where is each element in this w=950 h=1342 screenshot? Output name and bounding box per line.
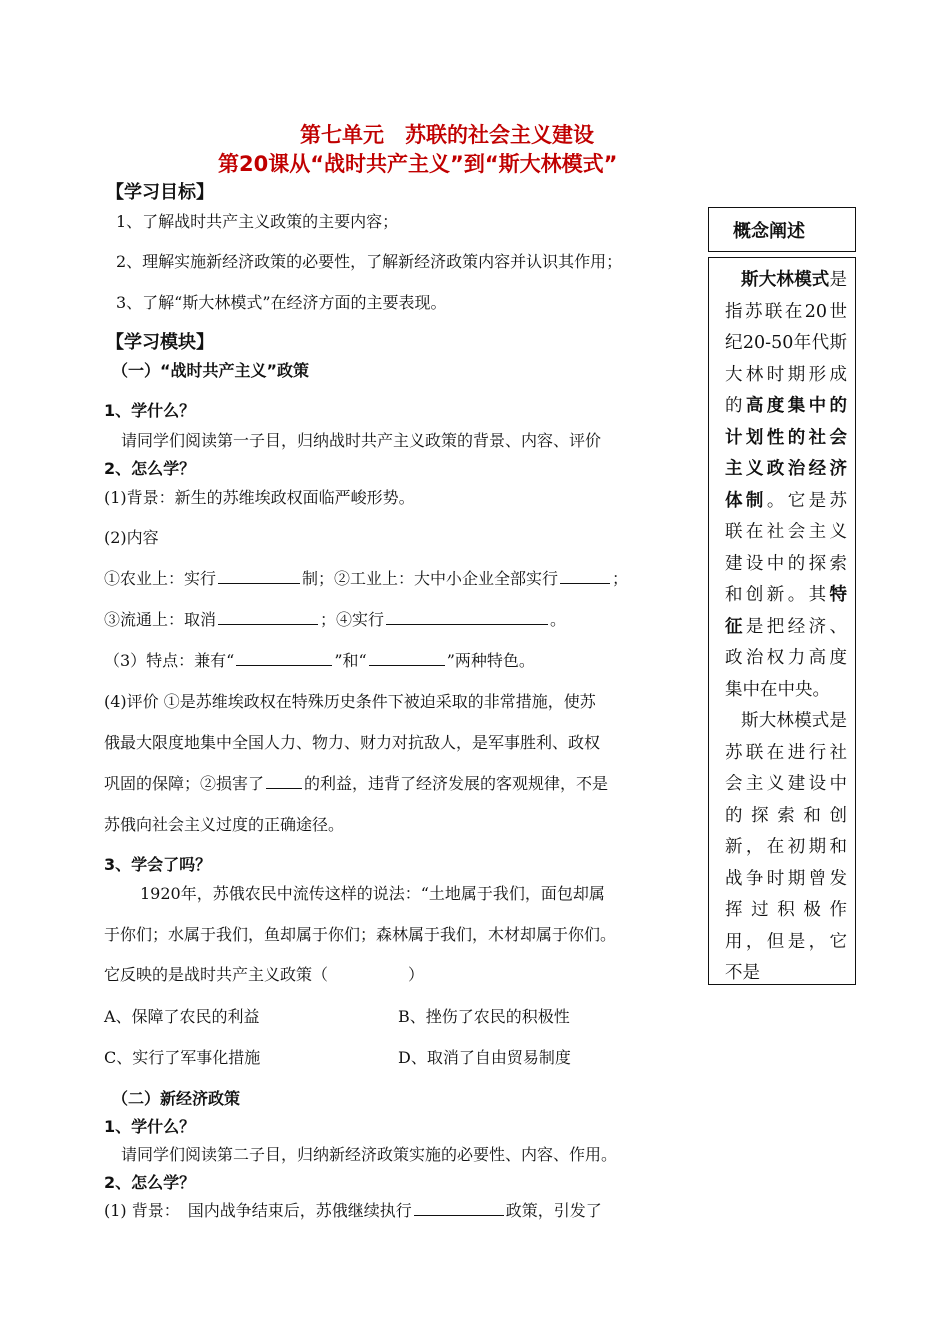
quiz-text: 它反映的是战时共产主义政策（ ） <box>104 965 425 984</box>
feature-b: ”和“ <box>334 651 367 670</box>
objective-item: 2、理解实施新经济政策的必要性，了解新经济政策内容并认识其作用； <box>116 252 623 271</box>
fill-blank[interactable] <box>266 774 302 789</box>
option-c[interactable]: C、实行了军事化措施 <box>104 1048 261 1067</box>
background-text: (1)背景：新生的苏维埃政权面临严峻形势。 <box>104 488 415 507</box>
option-a[interactable]: A、保障了农民的利益 <box>104 1007 260 1026</box>
content-line-1-a: ①农业上：实行 <box>104 569 217 588</box>
concept-bold: 特征 <box>725 585 847 637</box>
section2-background-a: (1) 背景： 国内战争结束后，苏俄继续执行 <box>104 1201 412 1220</box>
evaluation-line: 苏俄向社会主义过度的正确途径。 <box>104 815 345 834</box>
content-line-2 <box>104 607 566 630</box>
section1-q3: 3、学会了吗？ <box>104 855 212 874</box>
feature-line <box>104 648 535 671</box>
concept-box <box>708 257 856 985</box>
concept-bold: 高度集中的计划性的社会主义政治经济体制 <box>725 396 848 511</box>
fill-blank[interactable] <box>218 610 318 625</box>
concept-box-title: 概念阐述 <box>708 207 856 252</box>
concept-lead: 斯大林模式 <box>741 270 830 290</box>
content-line-1-c: ； <box>612 569 629 588</box>
content-line-1 <box>104 566 628 589</box>
module-heading: 【学习模块】 <box>106 332 214 353</box>
concept-paragraph <box>725 265 847 706</box>
quiz-text: 1920年，苏俄农民中流传这样的说法：“土地属于我们，面包却属 <box>140 884 605 903</box>
quiz-text: 于你们；水属于我们，鱼却属于你们；森林属于我们，木材却属于你们。 <box>104 925 617 944</box>
feature-c: ”两种特色。 <box>446 651 535 670</box>
fill-blank[interactable] <box>386 610 548 625</box>
option-b[interactable]: B、挫伤了农民的积极性 <box>398 1007 570 1026</box>
section1-heading: （一）“战时共产主义”政策 <box>112 361 310 380</box>
objective-item: 3、了解“斯大林模式”在经济方面的主要表现。 <box>116 293 447 312</box>
section1-q1: 1、学什么？ <box>104 401 196 420</box>
fill-blank[interactable] <box>369 651 445 666</box>
concept-text: 是指苏联在20世纪20-50年代斯大林时期形成的 <box>725 270 847 416</box>
lesson-title: 第20课从“战时共产主义”到“斯大林模式” <box>218 152 618 176</box>
section2-q1: 1、学什么？ <box>104 1117 196 1136</box>
content-line-2-b: ；④实行 <box>320 610 385 629</box>
concept-text: 。它是苏联在社会主义建设中的探索和创新。其 <box>725 490 848 605</box>
section1-q2: 2、怎么学？ <box>104 459 196 478</box>
objectives-heading: 【学习目标】 <box>106 182 214 203</box>
section2-q1-text: 请同学们阅读第二子目，归纳新经济政策实施的必要性、内容、作用。 <box>121 1145 618 1164</box>
evaluation-line: (4)评价 ①是苏维埃政权在特殊历史条件下被迫采取的非常措施，使苏 <box>104 692 596 711</box>
section2-background-b: 政策，引发了 <box>505 1201 602 1220</box>
fill-blank[interactable] <box>218 569 300 584</box>
evaluation-line <box>104 771 608 794</box>
fill-blank[interactable] <box>414 1201 504 1216</box>
content-line-2-c: 。 <box>550 610 567 629</box>
content-label: (2)内容 <box>104 528 159 547</box>
section2-q2: 2、怎么学？ <box>104 1173 196 1192</box>
unit-title: 第七单元 苏联的社会主义建设 <box>300 123 594 147</box>
objective-item: 1、了解战时共产主义政策的主要内容； <box>116 212 399 231</box>
concept-paragraph: 斯大林模式是苏联在进行社会主义建设中的探索和创新，在初期和战争时期曾发挥过积极作用，但是，它不是 <box>725 711 847 983</box>
evaluation-b: 的利益，违背了经济发展的客观规律，不是 <box>304 774 609 793</box>
fill-blank[interactable] <box>236 651 332 666</box>
evaluation-line: 俄最大限度地集中全国人力、物力、财力对抗敌人，是军事胜利、政权 <box>104 733 601 752</box>
content-line-1-b: 制；②工业上：大中小企业全部实行 <box>302 569 559 588</box>
fill-blank[interactable] <box>560 569 610 584</box>
option-d[interactable]: D、取消了自由贸易制度 <box>398 1048 571 1067</box>
section2-background <box>104 1198 602 1221</box>
concept-text: 是把经济、政治权力高度集中在中央。 <box>725 616 848 700</box>
feature-a: （3）特点：兼有“ <box>104 651 235 670</box>
evaluation-a: 巩固的保障；②损害了 <box>104 774 265 793</box>
content-line-2-a: ③流通上：取消 <box>104 610 217 629</box>
section2-heading: （二）新经济政策 <box>112 1089 241 1108</box>
section1-q1-text: 请同学们阅读第一子目，归纳战时共产主义政策的背景、内容、评价 <box>121 431 602 450</box>
